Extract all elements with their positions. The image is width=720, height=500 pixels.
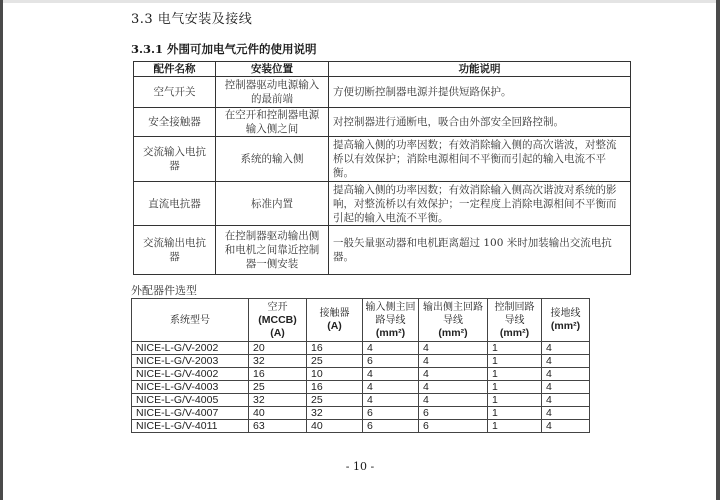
table-row bbox=[132, 355, 590, 368]
cell-input-wire: 6 bbox=[363, 407, 419, 420]
cell-contactor: 32 bbox=[307, 407, 363, 420]
component-function: 一般矢量驱动器和电机距离超过 100 米时加装输出交流电抗器。 bbox=[329, 226, 631, 275]
cell-control-wire: 1 bbox=[488, 342, 542, 355]
cell-control-wire: 1 bbox=[488, 420, 542, 433]
cell-contactor: 25 bbox=[307, 394, 363, 407]
section-heading: 3.3 电气安装及接线 bbox=[131, 12, 253, 27]
component-position: 系统的输入侧 bbox=[216, 137, 329, 182]
selection-label: 外配器件选型 bbox=[131, 284, 197, 297]
component-function: 提高输入侧的功率因数；有效消除输入侧的高次谐波，对整流桥以有效保护；消除电源相间不平衡而引起的输入电流不平衡。 bbox=[329, 137, 631, 182]
cell-mccb: 16 bbox=[249, 368, 307, 381]
cell-contactor: 25 bbox=[307, 355, 363, 368]
cell-control-wire: 1 bbox=[488, 394, 542, 407]
component-function: 提高输入侧的功率因数；有效消除输入侧高次谐波对系统的影响，对整流桥以有效保护；一定程度上消除电源相间不平衡而引起的输入电流不平衡。 bbox=[329, 182, 631, 226]
cell-model: NICE-L-G/V-4002 bbox=[132, 368, 249, 381]
cell-output-wire: 6 bbox=[419, 407, 488, 420]
component-function: 方便切断控制器电源并提供短路保护。 bbox=[329, 77, 631, 108]
component-position: 在控制器驱动输出侧和电机之间靠近控制器一侧安装 bbox=[216, 226, 329, 275]
selection-table bbox=[131, 298, 590, 433]
subsection-heading: 3.3.1 外围可加电气元件的使用说明 bbox=[131, 42, 317, 56]
table-row bbox=[132, 394, 590, 407]
cell-output-wire: 4 bbox=[419, 355, 488, 368]
cell-ground-wire: 4 bbox=[542, 420, 590, 433]
cell-model: NICE-L-G/V-4011 bbox=[132, 420, 249, 433]
header-component-name: 配件名称 bbox=[134, 62, 216, 77]
component-name: 交流输出电抗器 bbox=[134, 226, 216, 275]
cell-mccb: 63 bbox=[249, 420, 307, 433]
cell-model: NICE-L-G/V-4005 bbox=[132, 394, 249, 407]
header-output-wire: 输出侧主回路导线 (mm²) bbox=[419, 299, 488, 342]
table-row bbox=[134, 182, 631, 226]
cell-ground-wire: 4 bbox=[542, 342, 590, 355]
cell-control-wire: 1 bbox=[488, 381, 542, 394]
header-system-model: 系统型号 bbox=[132, 299, 249, 342]
cell-control-wire: 1 bbox=[488, 368, 542, 381]
viewer-left-border bbox=[0, 0, 3, 500]
cell-contactor: 40 bbox=[307, 420, 363, 433]
table-row bbox=[134, 77, 631, 108]
component-name: 交流输入电抗器 bbox=[134, 137, 216, 182]
table-row bbox=[132, 420, 590, 433]
cell-mccb: 32 bbox=[249, 355, 307, 368]
cell-control-wire: 1 bbox=[488, 355, 542, 368]
cell-input-wire: 6 bbox=[363, 420, 419, 433]
header-install-position: 安装位置 bbox=[216, 62, 329, 77]
component-name: 安全接触器 bbox=[134, 108, 216, 137]
table-row bbox=[132, 342, 590, 355]
cell-mccb: 32 bbox=[249, 394, 307, 407]
cell-contactor: 16 bbox=[307, 381, 363, 394]
table-row bbox=[132, 381, 590, 394]
component-function: 对控制器进行通断电，吸合由外部安全回路控制。 bbox=[329, 108, 631, 137]
cell-model: NICE-L-G/V-2002 bbox=[132, 342, 249, 355]
cell-input-wire: 6 bbox=[363, 355, 419, 368]
cell-output-wire: 4 bbox=[419, 381, 488, 394]
header-function: 功能说明 bbox=[329, 62, 631, 77]
cell-input-wire: 4 bbox=[363, 368, 419, 381]
cell-input-wire: 4 bbox=[363, 394, 419, 407]
cell-model: NICE-L-G/V-4007 bbox=[132, 407, 249, 420]
cell-ground-wire: 4 bbox=[542, 407, 590, 420]
header-control-wire: 控制回路导线 (mm²) bbox=[488, 299, 542, 342]
cell-model: NICE-L-G/V-4003 bbox=[132, 381, 249, 394]
table-row bbox=[134, 226, 631, 275]
cell-output-wire: 4 bbox=[419, 394, 488, 407]
cell-input-wire: 4 bbox=[363, 342, 419, 355]
cell-output-wire: 4 bbox=[419, 368, 488, 381]
cell-control-wire: 1 bbox=[488, 407, 542, 420]
component-name: 空气开关 bbox=[134, 77, 216, 108]
cell-ground-wire: 4 bbox=[542, 381, 590, 394]
table-row bbox=[134, 137, 631, 182]
components-table bbox=[133, 61, 631, 275]
table-row bbox=[134, 108, 631, 137]
table-row bbox=[132, 368, 590, 381]
cell-mccb: 25 bbox=[249, 381, 307, 394]
page-number: - 10 - bbox=[345, 460, 375, 473]
cell-mccb: 20 bbox=[249, 342, 307, 355]
component-position: 在空开和控制器电源输入侧之间 bbox=[216, 108, 329, 137]
table-row bbox=[132, 407, 590, 420]
cell-model: NICE-L-G/V-2003 bbox=[132, 355, 249, 368]
cell-mccb: 40 bbox=[249, 407, 307, 420]
viewer-scrollbar[interactable] bbox=[716, 0, 720, 500]
components-header-row bbox=[134, 62, 631, 77]
component-position: 控制器驱动电源输入的最前端 bbox=[216, 77, 329, 108]
viewer-top-edge bbox=[3, 0, 716, 3]
cell-output-wire: 4 bbox=[419, 342, 488, 355]
cell-contactor: 16 bbox=[307, 342, 363, 355]
header-mccb: 空开 (MCCB) (A) bbox=[249, 299, 307, 342]
cell-ground-wire: 4 bbox=[542, 368, 590, 381]
header-ground-wire: 接地线 (mm²) bbox=[542, 299, 590, 342]
cell-contactor: 10 bbox=[307, 368, 363, 381]
header-contactor: 接触器 (A) bbox=[307, 299, 363, 342]
header-input-wire: 输入侧主回路导线 (mm²) bbox=[363, 299, 419, 342]
cell-ground-wire: 4 bbox=[542, 355, 590, 368]
cell-output-wire: 6 bbox=[419, 420, 488, 433]
cell-ground-wire: 4 bbox=[542, 394, 590, 407]
component-position: 标准内置 bbox=[216, 182, 329, 226]
selection-header-row bbox=[132, 299, 590, 342]
component-name: 直流电抗器 bbox=[134, 182, 216, 226]
cell-input-wire: 4 bbox=[363, 381, 419, 394]
